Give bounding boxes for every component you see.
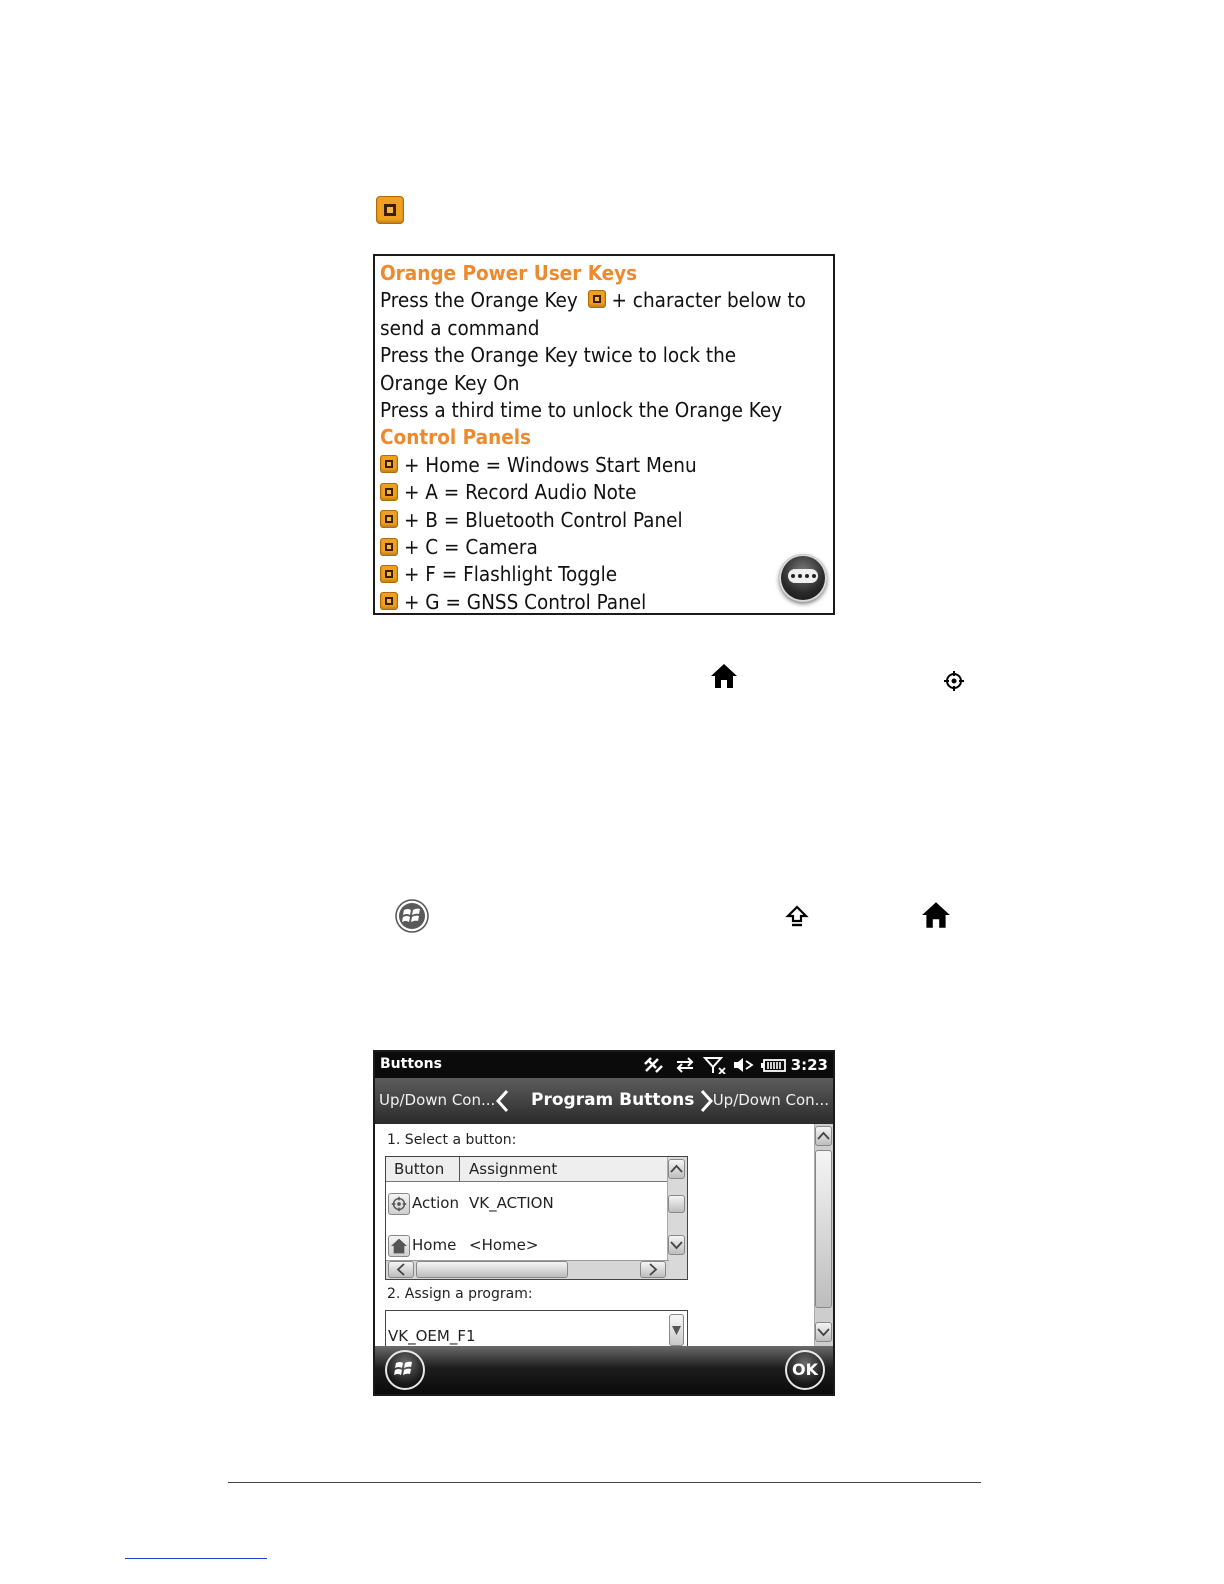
list-header [386, 1157, 669, 1182]
scroll-thumb[interactable] [416, 1261, 568, 1278]
button-name: Home [412, 1236, 457, 1254]
shortcut-item: + Home = Windows Start Menu [380, 452, 827, 479]
scroll-thumb[interactable] [815, 1150, 832, 1308]
scroll-thumb[interactable] [668, 1195, 685, 1213]
footer-link-underline[interactable] [125, 1558, 267, 1559]
step2-label: 2. Assign a program: [387, 1286, 533, 1302]
chevron-right-icon[interactable] [698, 1089, 714, 1113]
tab-navigation-bar [375, 1078, 833, 1124]
shortcut-item: + B = Bluetooth Control Panel [380, 507, 827, 534]
data-sync-icon [673, 1056, 697, 1074]
intro-text-1: Press the Orange Key [380, 288, 578, 313]
speaker-muted-icon [732, 1056, 756, 1074]
buttons-screenshot [373, 1050, 835, 1396]
orange-keys-screenshot [373, 254, 835, 615]
action-icon [943, 670, 965, 692]
list-vertical-scrollbar[interactable] [667, 1157, 687, 1279]
orange-key-icon [380, 510, 398, 528]
footer-divider [228, 1482, 981, 1483]
column-header-button[interactable]: Button [394, 1160, 445, 1178]
home-icon [388, 1235, 410, 1257]
window-title: Buttons [380, 1056, 442, 1072]
unlock-line: Press a third time to unlock the Orange Key [380, 398, 783, 423]
list-item[interactable] [386, 1192, 669, 1216]
intro-line-2: send a command [380, 315, 540, 340]
tab-prev[interactable]: Up/Down Con... [379, 1091, 496, 1109]
button-assignment: VK_ACTION [469, 1194, 554, 1212]
program-value: VK_OEM_F1 [388, 1327, 476, 1345]
panel-header: Orange Power User Keys [380, 261, 638, 285]
list-item[interactable] [386, 1234, 669, 1258]
scroll-left-button[interactable] [388, 1261, 414, 1278]
orange-key-icon [380, 538, 398, 556]
content-area [375, 1124, 833, 1348]
battery-icon [761, 1056, 787, 1074]
program-select[interactable] [385, 1310, 688, 1350]
chevron-left-icon[interactable] [495, 1089, 511, 1113]
shortcut-item: + F = Flashlight Toggle [380, 561, 827, 588]
button-list[interactable] [385, 1156, 688, 1280]
orange-key-icon [380, 565, 398, 583]
button-name: Action [412, 1194, 459, 1212]
orange-key-icon [380, 592, 398, 610]
ok-button[interactable]: OK [785, 1350, 825, 1390]
column-header-assignment[interactable]: Assignment [469, 1160, 558, 1178]
intro-text-2: + character below to [611, 288, 806, 313]
home-icon [920, 900, 952, 930]
dropdown-arrow-icon[interactable] [669, 1314, 684, 1346]
orange-key-icon [380, 483, 398, 501]
bottom-bar [375, 1346, 833, 1394]
button-assignment: <Home> [469, 1236, 539, 1254]
list-horizontal-scrollbar[interactable] [386, 1260, 669, 1279]
scroll-right-button[interactable] [640, 1261, 666, 1278]
clock: 3:23 [790, 1056, 828, 1074]
lock-line-2: Orange Key On [380, 370, 520, 395]
scroll-up-button[interactable] [815, 1126, 832, 1146]
home-icon [709, 662, 739, 690]
lock-line: Press the Orange Key twice to lock the [380, 343, 737, 368]
tab-next[interactable]: Up/Down Con... [712, 1091, 829, 1109]
gps-icon [643, 1056, 667, 1074]
shift-icon [785, 905, 809, 929]
shortcut-item: + A = Record Audio Note [380, 479, 827, 506]
windows-start-icon [394, 898, 430, 934]
scroll-down-button[interactable] [668, 1235, 685, 1255]
intro-line [380, 287, 827, 314]
tab-current[interactable]: Program Buttons [531, 1090, 695, 1110]
page-vertical-scrollbar[interactable] [814, 1124, 833, 1348]
scroll-up-button[interactable] [668, 1159, 685, 1179]
orange-key-icon [376, 196, 404, 224]
shortcut-item: + C = Camera [380, 534, 827, 561]
no-signal-icon [703, 1056, 727, 1074]
action-icon [388, 1193, 410, 1215]
orange-key-icon [588, 290, 606, 308]
section-header: Control Panels [380, 425, 532, 450]
scroll-down-button[interactable] [815, 1322, 832, 1342]
orange-key-icon [380, 455, 398, 473]
windows-start-icon[interactable] [385, 1350, 425, 1390]
more-ellipsis-icon[interactable] [779, 554, 827, 602]
title-bar [375, 1052, 833, 1078]
shortcut-item: + G = GNSS Control Panel [380, 589, 827, 615]
step1-label: 1. Select a button: [387, 1132, 517, 1148]
